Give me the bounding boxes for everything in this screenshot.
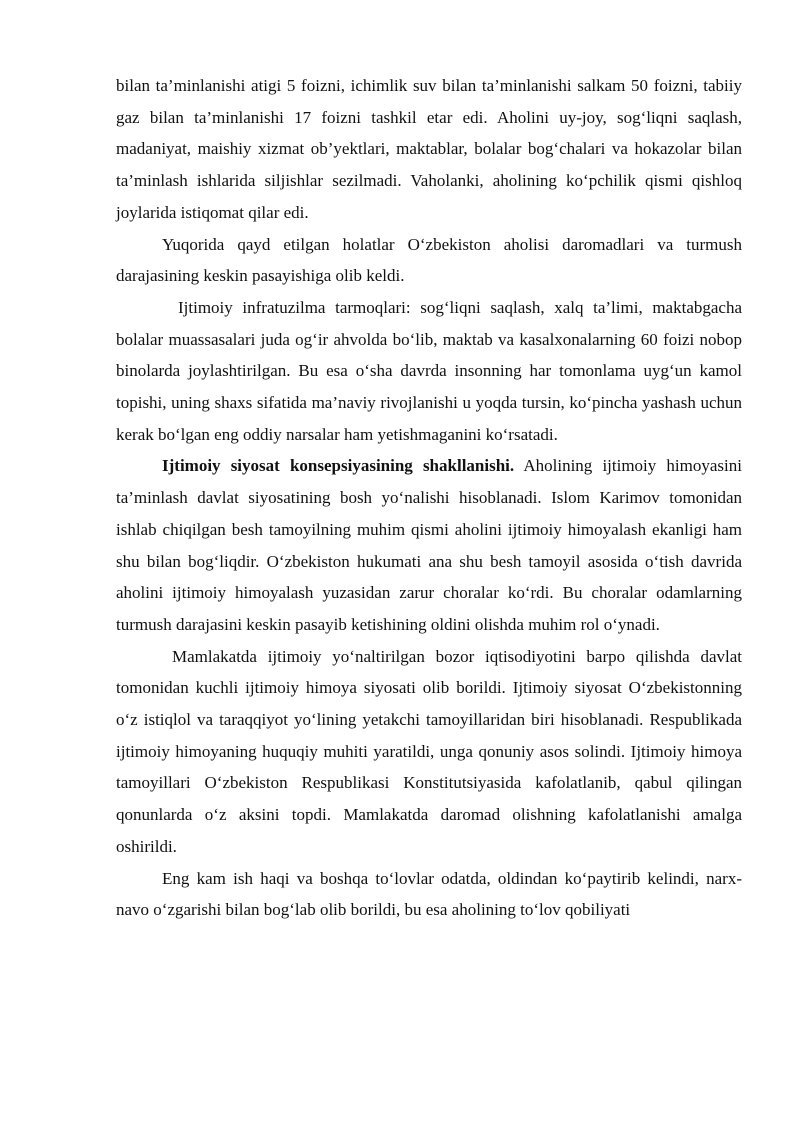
- paragraph-social-policy-body: Aholining ijtimoiy himoyasini ta’minlash davlat siyosatining bosh yo‘nalishi hisoblanadi. Islom Karimov tomonidan ishlab chiqilgan besh tamoyilning muhim qismi aholini ijtimoiy himoyalash ekanligi ham shu bilan bog‘liqdir. O‘zbekiston hukumati ana shu besh tamoyil asosida o‘tish davrida aholini ijtimoiy himoyalash yuzasidan zarur choralar ko‘rdi. Bu choralar odamlarning turmush darajasini keskin pasayib ketishining oldini olishda muhim rol o‘ynadi.: [116, 456, 742, 634]
- document-page: [116, 70, 742, 926]
- paragraph-minimum-wage: Eng kam ish haqi va boshqa to‘lovlar odatda, oldindan ko‘paytirib kelindi, narx-navo o‘zgarishi bilan bog‘lab olib borildi, bu esa aholining to‘lov qobiliyati: [116, 868, 742, 920]
- paragraph-market-economy: Mamlakatda ijtimoiy yo‘naltirilgan bozor iqtisodiyotini barpo qilishda davlat tomonidan kuchli ijtimoiy himoya siyosati olib borildi. Ijtimoiy siyosat O‘zbekistonning o‘z istiqlol va taraqqiyot yo‘lining yetakchi tamoyillaridan biri hisoblanadi. Respublikada ijtimoiy himoyaning huquqiy muhiti yaratildi, unga qonuniy asos solindi. Ijtimoiy himoya tamoyillari O‘zbekiston Respublikasi Konstitutsiyasida kafolatlanib, qabul qilingan qonunlarda o‘z aksini topdi. Mamlakatda daromad olishning kafolatlanishi amalga oshirildi.: [116, 646, 742, 856]
- section-heading: Ijtimoiy siyosat konsepsiyasining shakllanishi.: [162, 456, 515, 476]
- paragraph-continuation: bilan ta’minlanishi atigi 5 foizni, ichimlik suv bilan ta’minlanishi salkam 50 foizni, tabiiy gaz bilan ta’minlanishi 17 foizni tashkil etar edi. Aholini uy-joy, sog‘liqni saqlash, madaniyat, maishiy xizmat ob’yektlari, maktablar, bolalar bog‘chalari va hokazolar bilan ta’minlash ishlarida siljishlar sezilmadi. Vaholanki, aholining ko‘pchilik qismi qishloq joylarida istiqomat qilar edi.: [116, 76, 742, 222]
- paragraph-social-policy: [116, 450, 742, 640]
- paragraph-consequences: Yuqorida qayd etilgan holatlar O‘zbekiston aholisi daromadlari va turmush darajasining keskin pasayishiga olib keldi.: [116, 234, 742, 286]
- paragraph-infrastructure: Ijtimoiy infratuzilma tarmoqlari: sog‘liqni saqlash, xalq ta’limi, maktabgacha bolalar muassasalari juda og‘ir ahvolda bo‘lib, maktab va kasalxonalarning 60 foizi nobop binolarda joylashtirilgan. Bu esa o‘sha davrda insonning har tomonlama uyg‘un kamol topishi, uning shaxs sifatida ma’naviy rivojlanishi u yoqda tursin, ko‘pincha yashash uchun kerak bo‘lgan eng oddiy narsalar ham yetishmaganini ko‘rsatadi.: [116, 297, 742, 444]
